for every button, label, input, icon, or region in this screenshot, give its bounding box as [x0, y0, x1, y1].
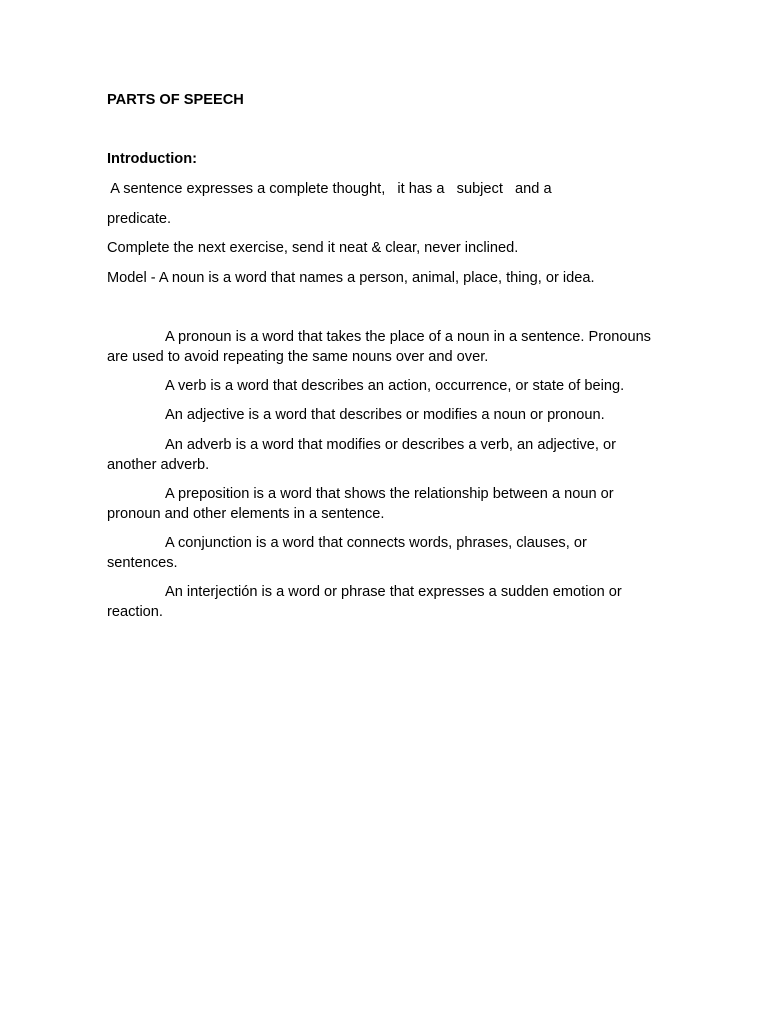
verb-definition: A verb is a word that describes an action, occurrence, or state of being.	[165, 378, 625, 394]
model-noun-definition: Model - A noun is a word that names a person, animal, place, thing, or idea.	[107, 270, 595, 286]
adverb-definition: An adverb is a word that modifies or describes a verb, an adjective, or another adverb.	[107, 437, 617, 473]
interjection-definition: An interjectión is a word or phrase that expresses a sudden emotion or reaction.	[107, 584, 622, 620]
adjective-definition: An adjective is a word that describes or modifies a noun or pronoun.	[165, 407, 605, 423]
document-title: PARTS OF SPEECH	[107, 92, 244, 108]
conjunction-definition: A conjunction is a word that connects words, phrases, clauses, or sentences.	[107, 535, 587, 571]
preposition-definition: A preposition is a word that shows the relationship between a noun or pronoun and other elements in a sentence.	[107, 486, 614, 522]
introduction-heading: Introduction:	[107, 151, 197, 167]
exercise-instruction: Complete the next exercise, send it neat & clear, never inclined.	[107, 240, 519, 256]
intro-sentence-line-1: A sentence expresses a complete thought, it has a subject and a	[107, 181, 552, 197]
intro-sentence-line-2: predicate.	[107, 211, 172, 227]
pronoun-definition: A pronoun is a word that takes the place of a noun in a sentence. Pronouns are used to avoid repeating the same nouns over and over.	[107, 329, 651, 365]
